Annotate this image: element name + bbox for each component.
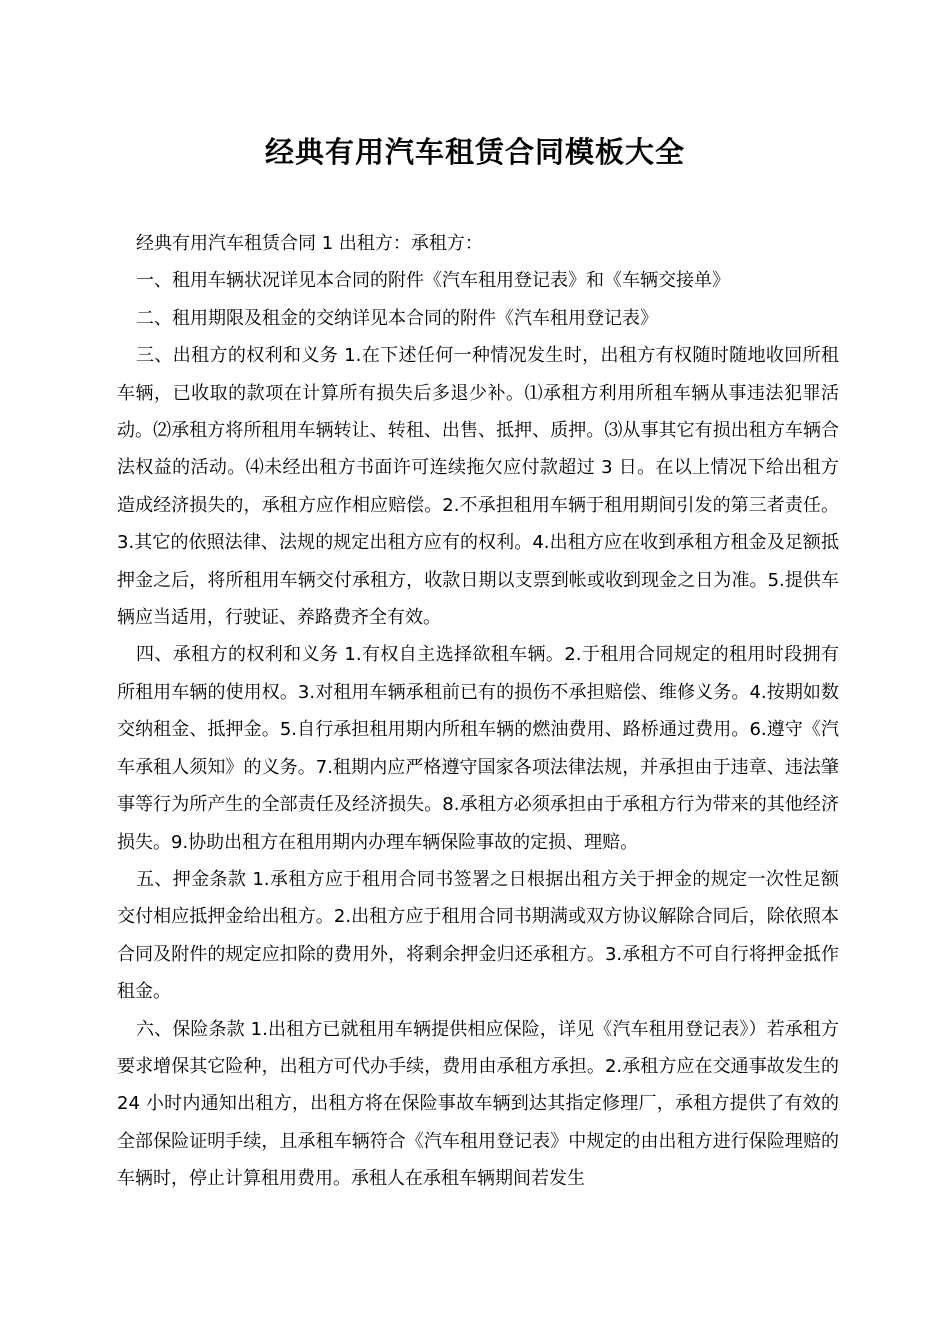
- paragraph-section-3: 三、出租方的权利和义务 1.在下述任何一种情况发生时，出租方有权随时随地收回所租车辆，已收取的款项在计算所有损失后多退少补。⑴承租方利用所租车辆从事违法犯罪活动。⑵承租方将所租用车辆转让、转租、出售、抵押、质押。⑶从事其它有损出租方车辆合法权益的活动。⑷未经出租方书面许可连续拖欠应付款超过 3 日。在以上情况下给出租方造成经济损失的，承租方应作相应赔偿。2.不承担租用车辆于租用期间引发的第三者责任。3.其它的依照法律、法规的规定出租方应有的权利。4.出租方应在收到承租方租金及足额抵押金之后，将所租用车辆交付承租方，收款日期以支票到帐或收到现金之日为准。5.提供车辆应当适用，行驶证、养路费齐全有效。: [117, 345, 839, 629]
- paragraph-section-2: 二、租用期限及租金的交纳详见本合同的附件《汽车租用登记表》: [136, 307, 658, 329]
- paragraph-section-5: 五、押金条款 1.承租方应于租用合同书签署之日根据出租方关于押金的规定一次性足额交付相应抵押金给出租方。2.出租方应于租用合同书期满或双方协议解除合同后，除依照本合同及附件的规定应扣除的费用外，将剩余押金归还承租方。3.承租方不可自行将押金抵作租金。: [117, 868, 839, 1003]
- paragraph-section-1: 一、租用车辆状况详见本合同的附件《汽车租用登记表》和《车辆交接单》: [136, 270, 730, 292]
- paragraph-intro: 经典有用汽车租赁合同 1 出租方：承租方：: [136, 233, 483, 254]
- paragraph-section-6: 六、保险条款 1.出租方已就租用车辆提供相应保险，详见《汽车租用登记表》）若承租方要求增保其它险种，出租方可代办手续，费用由承租方承担。2.承租方应在交通事故发生的 24 小时内通知出租方，出租方将在保险事故车辆到达其指定修理厂，承租方提供了有效的全部保险证明手续，且承租车辆符合《汽车租用登记表》中规定的由出租方进行保险理赔的车辆时，停止计算租用费用。承租人在承租车辆期间若发生: [117, 1018, 839, 1190]
- document-body: [117, 225, 839, 1198]
- paragraph-section-4: 四、承租方的权利和义务 1.有权自主选择欲租车辆。2.于租用合同规定的租用时段拥有所租用车辆的使用权。3.对租用车辆承租前已有的损伤不承担赔偿、维修义务。4.按期如数交纳租金、抵押金。5.自行承担租用期内所租车辆的燃油费用、路桥通过费用。6.遵守《汽车承租人须知》的义务。7.租期内应严格遵守国家各项法律法规，并承担由于违章、违法肇事等行为所产生的全部责任及经济损失。8.承租方必须承担由于承租方行为带来的其他经济损失。9.协助出租方在租用期内办理车辆保险事故的定损、理赔。: [117, 644, 839, 853]
- document-title: 经典有用汽车租赁合同模板大全: [264, 135, 685, 169]
